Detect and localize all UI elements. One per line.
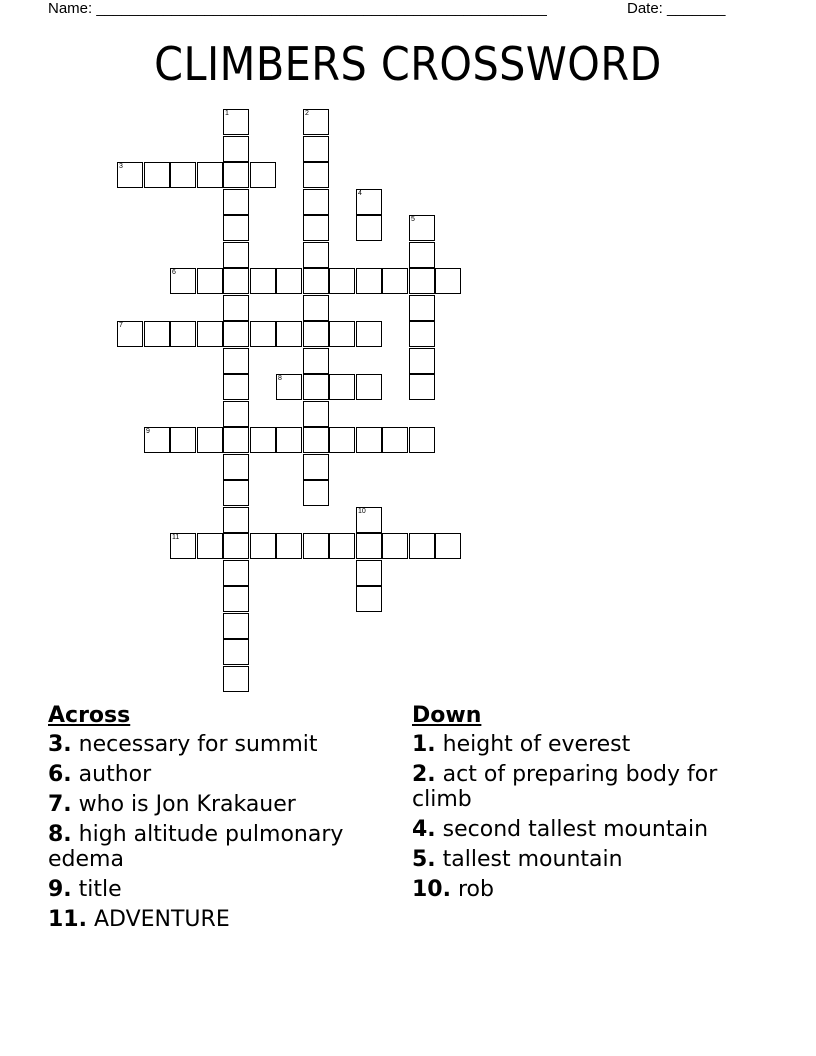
grid-cell[interactable] — [409, 427, 435, 453]
grid-cell[interactable] — [223, 295, 249, 321]
grid-cell[interactable] — [170, 268, 196, 294]
grid-cell[interactable] — [303, 401, 329, 427]
grid-cell[interactable] — [303, 348, 329, 374]
clue-text: second tallest mountain — [442, 817, 709, 842]
grid-cell[interactable] — [223, 268, 249, 294]
grid-cell[interactable] — [303, 189, 329, 215]
grid-cell[interactable] — [250, 533, 276, 559]
cell-number: 3 — [119, 163, 123, 170]
grid-cell[interactable] — [303, 295, 329, 321]
cell-number: 8 — [278, 375, 282, 382]
cell-number: 1 — [225, 110, 229, 117]
grid-cell[interactable] — [276, 374, 302, 400]
down-heading: Down — [412, 703, 482, 728]
grid-cell[interactable] — [276, 321, 302, 347]
cell-number: 5 — [411, 216, 415, 223]
grid-cell[interactable] — [144, 321, 170, 347]
grid-cell[interactable] — [117, 321, 143, 347]
grid-cell[interactable] — [303, 533, 329, 559]
cell-number: 6 — [172, 269, 176, 276]
clue-across-7 — [48, 792, 393, 817]
cell-number: 4 — [358, 190, 362, 197]
grid-cell[interactable] — [223, 507, 249, 533]
clue-number: 8. — [48, 822, 72, 847]
grid-cell[interactable] — [409, 533, 435, 559]
grid-cell[interactable] — [223, 189, 249, 215]
clue-number: 4. — [412, 817, 436, 842]
grid-cell[interactable] — [144, 162, 170, 188]
grid-cell[interactable] — [382, 533, 408, 559]
grid-cell[interactable] — [303, 427, 329, 453]
clue-down-5 — [412, 847, 757, 872]
clue-number: 6. — [48, 762, 72, 787]
grid-cell[interactable] — [329, 321, 355, 347]
clue-text: act of preparing body for climb — [412, 762, 718, 812]
grid-cell[interactable] — [435, 268, 461, 294]
grid-cell[interactable] — [223, 109, 249, 135]
grid-cell[interactable] — [223, 454, 249, 480]
clue-text: title — [78, 877, 122, 902]
grid-cell[interactable] — [382, 268, 408, 294]
grid-cell[interactable] — [250, 427, 276, 453]
grid-cell[interactable] — [303, 215, 329, 241]
clue-number: 3. — [48, 732, 72, 757]
clue-text: who is Jon Krakauer — [78, 792, 296, 817]
grid-cell[interactable] — [223, 586, 249, 612]
clue-number: 9. — [48, 877, 72, 902]
grid-cell[interactable] — [329, 427, 355, 453]
grid-cell[interactable] — [223, 136, 249, 162]
grid-cell[interactable] — [117, 162, 143, 188]
grid-cell[interactable] — [303, 454, 329, 480]
grid-cell[interactable] — [144, 427, 170, 453]
grid-cell[interactable] — [303, 242, 329, 268]
grid-cell[interactable] — [223, 613, 249, 639]
clue-number: 5. — [412, 847, 436, 872]
grid-cell[interactable] — [223, 242, 249, 268]
clue-number: 1. — [412, 732, 436, 757]
grid-cell[interactable] — [223, 639, 249, 665]
grid-cell[interactable] — [223, 533, 249, 559]
grid-cell[interactable] — [303, 109, 329, 135]
grid-cell[interactable] — [303, 374, 329, 400]
grid-cell[interactable] — [329, 268, 355, 294]
grid-cell[interactable] — [276, 533, 302, 559]
grid-cell[interactable] — [197, 162, 223, 188]
clue-text: height of everest — [442, 732, 631, 757]
clue-down-2 — [412, 762, 757, 812]
grid-cell[interactable] — [409, 321, 435, 347]
page-title: CLIMBERS CROSSWORD — [154, 37, 662, 91]
grid-cell[interactable] — [276, 427, 302, 453]
grid-cell[interactable] — [197, 533, 223, 559]
grid-cell[interactable] — [170, 427, 196, 453]
clue-across-3 — [48, 732, 393, 757]
grid-cell[interactable] — [409, 295, 435, 321]
cell-number: 10 — [358, 508, 366, 515]
cell-number: 9 — [146, 428, 150, 435]
grid-cell[interactable] — [303, 268, 329, 294]
grid-cell[interactable] — [303, 480, 329, 506]
grid-cell[interactable] — [223, 427, 249, 453]
grid-cell[interactable] — [329, 533, 355, 559]
grid-cell[interactable] — [223, 215, 249, 241]
grid-cell[interactable] — [170, 321, 196, 347]
clue-text: tallest mountain — [442, 847, 623, 872]
date-field-label: Date: _______ — [627, 0, 726, 17]
grid-cell[interactable] — [435, 533, 461, 559]
grid-cell[interactable] — [409, 374, 435, 400]
clue-number: 7. — [48, 792, 72, 817]
across-heading: Across — [48, 703, 131, 728]
grid-cell[interactable] — [170, 533, 196, 559]
grid-cell[interactable] — [382, 427, 408, 453]
clue-across-9 — [48, 877, 393, 902]
grid-cell[interactable] — [197, 427, 223, 453]
grid-cell[interactable] — [356, 215, 382, 241]
grid-cell[interactable] — [409, 268, 435, 294]
grid-cell[interactable] — [223, 666, 249, 692]
cell-number: 2 — [305, 110, 309, 117]
grid-cell[interactable] — [356, 374, 382, 400]
clue-down-4 — [412, 817, 757, 842]
grid-cell[interactable] — [250, 162, 276, 188]
grid-cell[interactable] — [223, 348, 249, 374]
grid-cell[interactable] — [329, 374, 355, 400]
grid-cell[interactable] — [409, 348, 435, 374]
cell-number: 7 — [119, 322, 123, 329]
grid-cell[interactable] — [356, 507, 382, 533]
down-clues — [412, 703, 757, 907]
clue-across-11 — [48, 907, 393, 932]
clue-text: author — [78, 762, 152, 787]
clue-across-8 — [48, 822, 393, 872]
grid-cell[interactable] — [223, 162, 249, 188]
grid-cell[interactable] — [170, 162, 196, 188]
grid-cell[interactable] — [356, 586, 382, 612]
grid-cell[interactable] — [276, 268, 302, 294]
grid-cell[interactable] — [303, 162, 329, 188]
grid-cell[interactable] — [250, 321, 276, 347]
grid-cell[interactable] — [197, 268, 223, 294]
grid-cell[interactable] — [303, 136, 329, 162]
grid-cell[interactable] — [223, 401, 249, 427]
grid-cell[interactable] — [409, 215, 435, 241]
clue-number: 10. — [412, 877, 451, 902]
cell-number: 11 — [172, 534, 180, 541]
grid-cell[interactable] — [356, 427, 382, 453]
grid-cell[interactable] — [223, 374, 249, 400]
grid-cell[interactable] — [223, 480, 249, 506]
clue-text: high altitude pulmonary edema — [48, 822, 344, 872]
grid-cell[interactable] — [356, 268, 382, 294]
clue-down-1 — [412, 732, 757, 757]
name-field-label: Name: ______________________________________________________ — [48, 0, 547, 17]
grid-cell[interactable] — [356, 560, 382, 586]
grid-cell[interactable] — [409, 242, 435, 268]
grid-cell[interactable] — [356, 189, 382, 215]
clue-text: rob — [457, 877, 494, 902]
grid-cell[interactable] — [197, 321, 223, 347]
grid-cell[interactable] — [250, 268, 276, 294]
grid-cell[interactable] — [223, 560, 249, 586]
across-clues — [48, 703, 393, 937]
clue-text: ADVENTURE — [93, 907, 230, 932]
clue-text: necessary for summit — [78, 732, 318, 757]
clue-across-6 — [48, 762, 393, 787]
grid-cell[interactable] — [223, 321, 249, 347]
clue-down-10 — [412, 877, 757, 902]
grid-cell[interactable] — [303, 321, 329, 347]
clue-number: 2. — [412, 762, 436, 787]
grid-cell[interactable] — [356, 533, 382, 559]
clue-number: 11. — [48, 907, 87, 932]
grid-cell[interactable] — [356, 321, 382, 347]
